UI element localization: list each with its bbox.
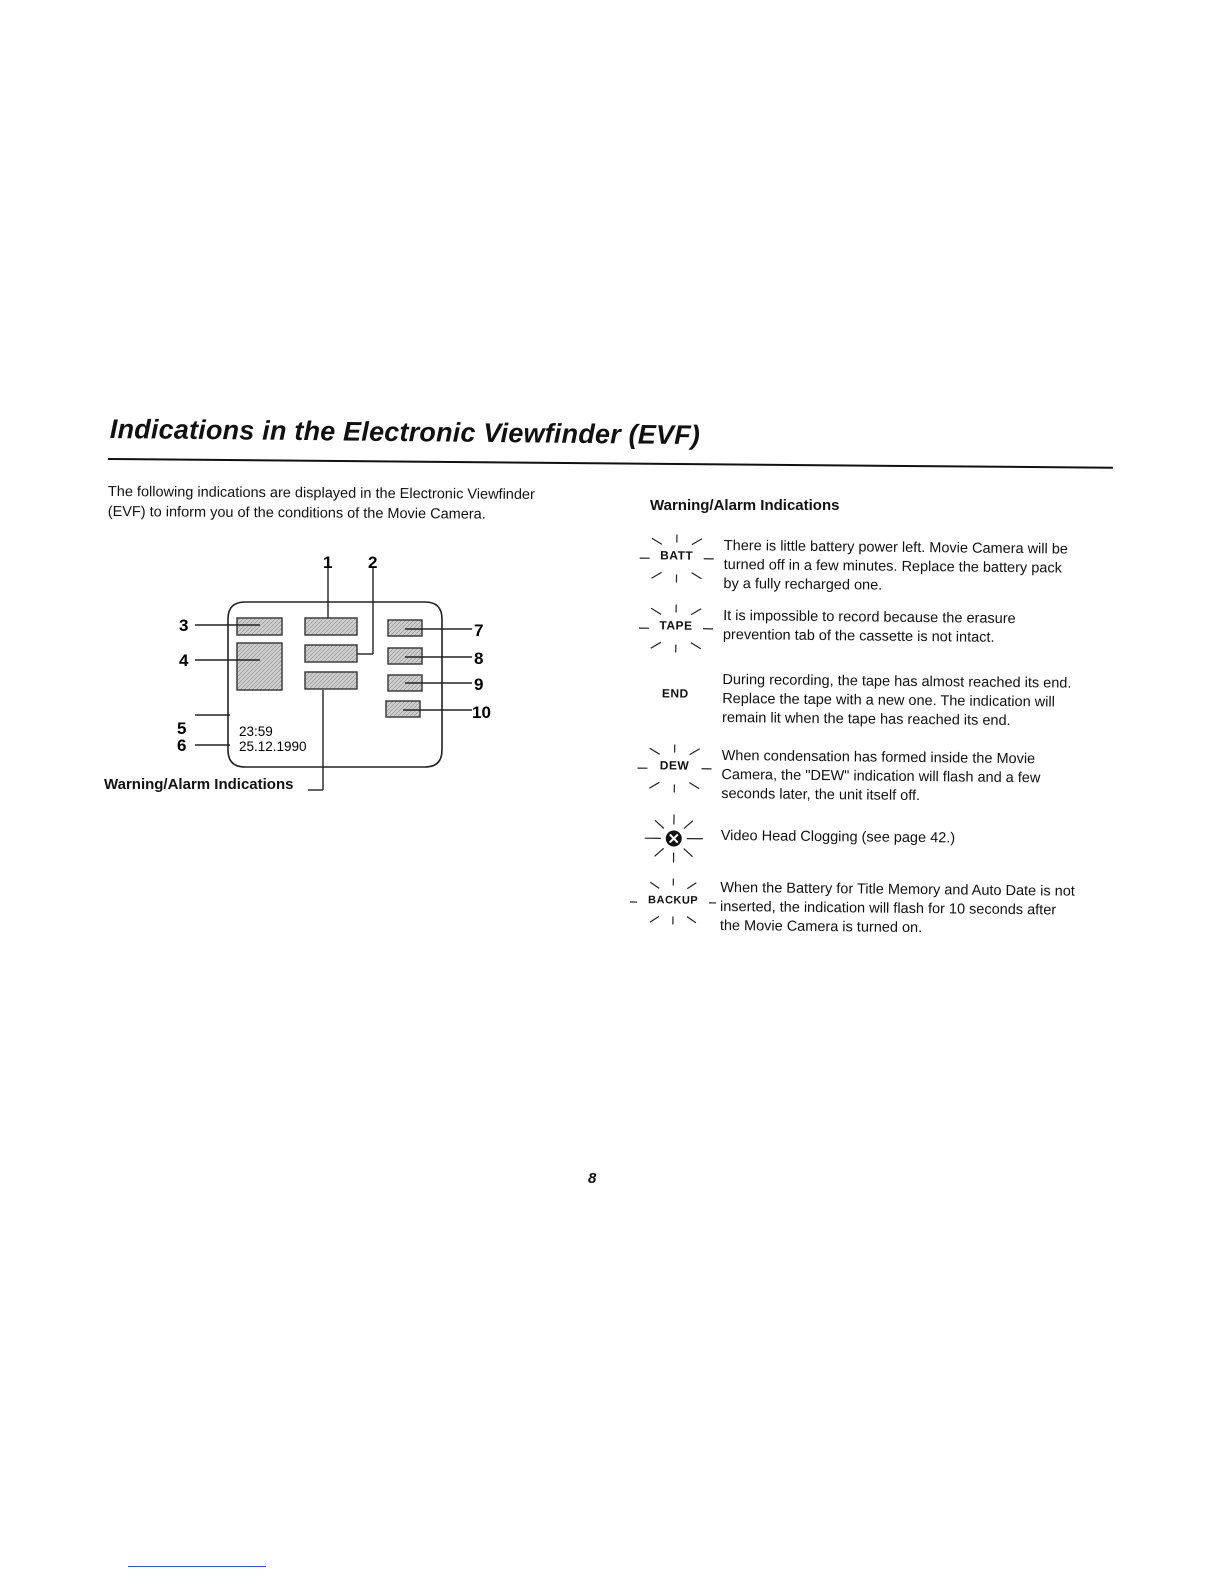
callout-7: 7: [474, 621, 484, 640]
warning-text: There is little battery power left. Movie Camera will be turned off in a few minutes. Replace the battery pack by a fully recharged one.: [723, 537, 1069, 594]
indicator-7-box: [388, 620, 422, 636]
head-clog-flashing-icon: [626, 810, 721, 867]
callout-3: 3: [179, 616, 189, 635]
intro-line: (EVF) to inform you of the conditions of the Movie Camera.: [107, 503, 486, 523]
indicator-1-box: [305, 618, 357, 635]
callout-8: 8: [474, 649, 484, 668]
callout-9: 9: [474, 675, 484, 694]
callout-10: 10: [472, 703, 491, 722]
dew-flashing-icon: DEW: [627, 740, 722, 797]
indicator-4-box: [237, 643, 282, 690]
backup-flashing-icon: BACKUP: [626, 872, 721, 929]
indicator-center-box: [305, 672, 357, 689]
evf-diagram: [150, 540, 530, 810]
callout-2: 2: [368, 553, 378, 572]
intro-line: The following indications are displayed in the Electronic Viewfinder: [107, 483, 535, 503]
warning-text: When the Battery for Title Memory and Auto Date is not inserted, the indication will flash for 10 seconds after the Movie Camera is turned on.: [719, 879, 1075, 937]
page-title: Indications in the Electronic Viewfinder (EVF): [109, 414, 701, 451]
indicator-10-box: [386, 701, 420, 717]
warning-text: When condensation has formed inside the Movie Camera, the "DEW" indication will flash and a few seconds later, the unit itself off.: [721, 747, 1041, 805]
warning-list: [626, 530, 1120, 947]
warning-item-end: [628, 664, 1119, 745]
warning-item-batt: [629, 530, 1120, 605]
warning-item-dew: [627, 740, 1118, 815]
warning-text: Video Head Clogging (see page 42.): [720, 827, 956, 847]
tape-flashing-icon: TAPE: [629, 600, 724, 657]
evf-date: 25.12.1990: [239, 739, 307, 754]
indicator-8-box: [388, 648, 422, 664]
warning-heading: Warning/Alarm Indications: [650, 497, 840, 514]
warning-item-backup: [626, 872, 1117, 947]
title-rule: [108, 458, 1113, 469]
warning-text: During recording, the tape has almost reached its end. Replace the tape with a new one. The indication will remain lit when the tape has reached its end.: [721, 671, 1072, 729]
warning-text: It is impossible to record because the erasure prevention tab of the cassette is not intact.: [722, 607, 1016, 646]
warning-item-tape: [629, 600, 1120, 669]
callout-5: 5: [177, 719, 187, 738]
callout-1: 1: [323, 553, 333, 572]
callout-6: 6: [177, 736, 187, 755]
intro-text: [108, 482, 578, 525]
bottom-rule: [128, 1566, 266, 1567]
diagram-label: Warning/Alarm Indications: [104, 776, 294, 793]
end-icon: END: [661, 686, 689, 701]
warning-item-head-clog: [626, 810, 1117, 877]
indicator-2-box: [305, 645, 357, 662]
callout-4: 4: [179, 651, 189, 670]
evf-time: 23:59: [239, 724, 273, 739]
page-number: 8: [588, 1170, 597, 1187]
indicator-3-box: [237, 618, 282, 635]
batt-flashing-icon: BATT: [629, 530, 724, 587]
